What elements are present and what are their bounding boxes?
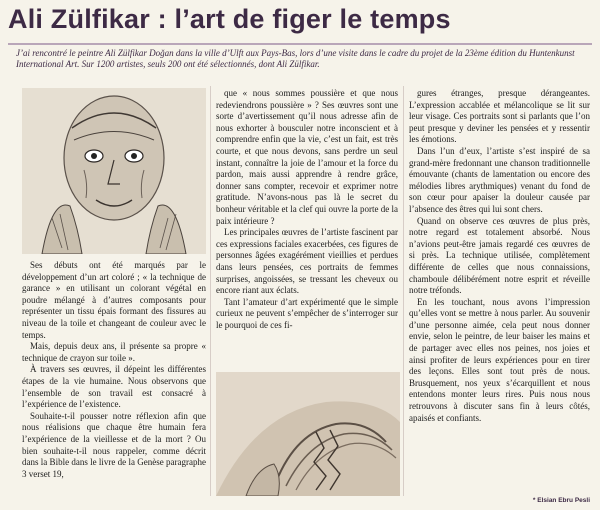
paragraph: Mais, depuis deux ans, il présente sa propre « technique de crayon sur toile ». (22, 341, 206, 363)
hair-sketch-icon (216, 372, 400, 496)
paragraph: Dans l’un d’eux, l’artiste s’est inspiré de sa grand-mère fredonnant une chanson traditionnelle émouvante (chants de lamentation ou encore des mélodies libres arythmiques) venant du fond de son cœur pour apaiser la douleur causée par l’absence des êtres qui lui sont chers. (409, 145, 590, 214)
column-divider (210, 86, 211, 496)
paragraph: Tant l’amateur d’art expérimenté que le simple curieux ne peuvent s’empêcher de s’interroger sur le pourquoi de ces fi- (216, 296, 398, 330)
paragraph: Souhaite-t-il pousser notre réflexion afin que nous réalisions que chaque être humain fera l’expérience de la vieillesse et de la mort ? Ou bien souhaite-t-il nous rappeler, comme décrit dans la Bible dans le livre de la Genèse paragraphe 3 verset 19, (22, 410, 206, 479)
paragraph: que « nous sommes poussière et que nous redeviendrons poussière » ? Ses œuvres sont une sorte d’avertissement qu’il nous adresse afin de nous exhorter à bousculer notre inconscient et à comprendre enfin que la vie, c’est un fait, est très courte, et que nous devons, sans perdre un seul instant, connaître la joie de l’amour et la force du pardon, mais aussi apprendre à rendre grâce, donner sans compter, recevoir et exprimer notre gratitude. N’avons-nous pas là le secret du bonheur véritable et la clef qui ouvre la porte de la paix intérieure ? (216, 88, 398, 226)
braided-hair-drawing-image (216, 372, 400, 496)
paragraph: En les touchant, nous avons l’impression qu’elles vont se mettre à nous parler. Au souvenir d’une personne aimée, cela peut nous donner envie, selon le peintre, de leur baiser les mains et de partager avec elles nos peines, nos joies et ainsi profiter de leurs expériences pour en tirer des leçons. Elles sont tout près de nous. Brusquement, nos yeux s’écarquillent et nous entendons monter leurs rires. Puis nous nous retrouvons à discuter sans fin à leurs côtés, apaisés et confiants. (409, 296, 590, 423)
portrait-drawing-image (22, 88, 206, 254)
column-2 (216, 88, 398, 331)
paragraph: gures étranges, presque dérangeantes. L’expression accablée et mélancolique se lit sur leur visage. Ces portraits sont si parlants que l’on peut presque y deviner les pensées et y ressentir les émotions. (409, 88, 590, 145)
column-3 (409, 88, 590, 424)
article-lead: J’ai rencontré le peintre Ali Zülfikar Doğan dans la ville d’Ulft aux Pays-Bas, lors d’une visite dans le cadre du projet de la 23ème édition du Huntenkunst International Art. Sur 1200 artistes, seuls 200 ont été sélectionnés, dont Ali Zülfikar. (16, 48, 575, 69)
paragraph: Quand on observe ces œuvres de plus près, notre regard est totalement absorbé. Nous n’avions peut-être jamais regardé ces œuvres de si près. La technique utilisée, complètement différente de celles que nous connaissions, chamboule délibérément notre esprit et réveille notre tréfonds. (409, 215, 590, 296)
portrait-sketch-icon (22, 88, 206, 254)
column-1 (22, 260, 206, 480)
author-byline: * Elsian Ebru Pesli (532, 497, 590, 504)
column-divider (403, 86, 404, 496)
paragraph: Ses débuts ont été marqués par le développement d’un art coloré ; « la technique de garance » en utilisant un colorant végétal en poudre mélangé à d’autres composants pour représenter un tissu épais formant des fissures au niveau de la toile et changeant de couleur avec le temps. (22, 260, 206, 340)
paragraph: Les principales œuvres de l’artiste fascinent par ces expressions faciales exacerbées, ces figures de personnes âgées exagérément vieillies et perdues dans leurs pensées, ces portraits de femmes surprises, angoissées, se tressant les cheveux ou encore riant aux éclats. (216, 227, 398, 296)
title-divider (8, 43, 592, 45)
article-title: Ali Zülfikar : l’art de figer le temps (8, 4, 451, 34)
paragraph: À travers ses œuvres, il dépeint les différentes étapes de la vie humaine. Nous observons que l’ensemble de son travail est consacré à l’expérience de l’existence. (22, 364, 206, 410)
